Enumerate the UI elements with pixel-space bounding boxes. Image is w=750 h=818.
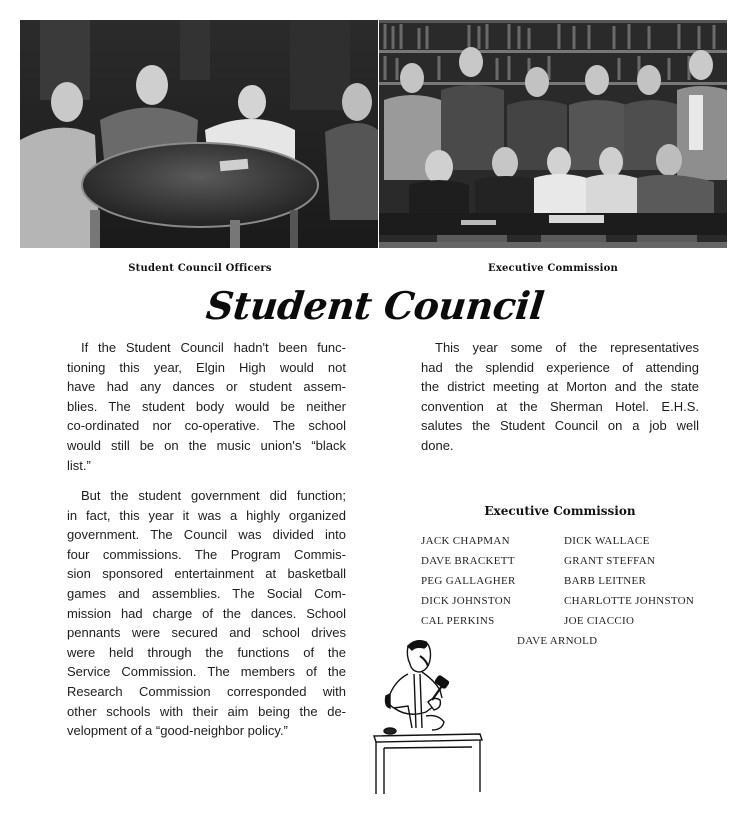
text-line: pennants were secured and school drives [67, 625, 346, 641]
member-name: PEG GALLAGHER [421, 575, 516, 587]
text-line: the district meeting at Morton and the state [421, 379, 699, 395]
text-line: This year some of the representatives [435, 340, 699, 355]
text-line: four commissions. The Program Commis- [67, 546, 346, 562]
roster-row [421, 595, 721, 615]
officers-photo-image [20, 20, 378, 248]
text-line: co-ordinated nor co-operative. The school [67, 418, 346, 434]
text-line: had the splendid experience of attending [421, 359, 699, 375]
roster-row [421, 555, 721, 575]
text-line: Service Commission. The members of the [67, 664, 346, 680]
roster-row [421, 615, 721, 635]
member-name: DAVE BRACKETT [421, 555, 515, 567]
text-line: Research Commission corresponded with [67, 683, 346, 699]
text-line: other schools with their aim being the de- [67, 703, 346, 719]
member-name: JOE CIACCIO [564, 615, 635, 627]
member-name: CHARLOTTE JOHNSTON [564, 595, 695, 607]
executive-commission-heading: Executive Commission [484, 504, 636, 518]
roster-row [421, 535, 721, 555]
executive-commission-photo [379, 20, 727, 248]
member-name: DICK JOHNSTON [421, 595, 512, 607]
text-line: sion sponsored entertainment at basketball [67, 566, 346, 582]
text-line: were held through the functions of the [67, 644, 346, 660]
text-line: would still be on the music union's “black [67, 437, 346, 453]
page-title: Student Council [204, 283, 546, 328]
text-line: games and assemblies. The Social Com- [67, 585, 346, 601]
text-line: list.” [67, 457, 91, 473]
officers-photo [20, 20, 378, 248]
text-line: mission had charge of the dances. School [67, 605, 346, 621]
text-line: velopment of a “good-neighbor policy.” [67, 723, 288, 739]
member-name: JACK CHAPMAN [421, 535, 510, 547]
gavel-speaker-drawing [368, 636, 488, 796]
executive-commission-photo-image [379, 20, 727, 248]
text-line: But the student government did function; [81, 488, 346, 503]
roster-row [421, 575, 721, 595]
paragraph-intro [67, 338, 346, 475]
text-line: have had any dances or student assem- [67, 379, 346, 395]
executive-commission-photo-caption: Executive Commission [488, 263, 618, 274]
gavel-speaker-illustration [368, 636, 488, 796]
member-name: DAVE ARNOLD [517, 635, 598, 647]
paragraph-commissions [67, 486, 346, 741]
officers-photo-caption: Student Council Officers [128, 263, 272, 274]
text-line: tioning this year, Elgin High would not [67, 359, 346, 375]
member-name: CAL PERKINS [421, 615, 495, 627]
text-line: in fact, this year it was a highly organized [67, 507, 346, 523]
paragraph-conventions [421, 338, 699, 456]
text-line: convention at the Sherman Hotel. E.H.S. [421, 398, 699, 414]
text-line: blies. The student body would be neither [67, 398, 346, 414]
text-line: salutes the Student Council on a job well [421, 418, 699, 434]
text-line: If the Student Council hadn't been func- [81, 340, 346, 355]
text-line: done. [421, 437, 454, 453]
member-name: GRANT STEFFAN [564, 555, 656, 567]
member-name: DICK WALLACE [564, 535, 650, 547]
text-line: government. The Council was divided into [67, 527, 346, 543]
member-name: BARB LEITNER [564, 575, 647, 587]
